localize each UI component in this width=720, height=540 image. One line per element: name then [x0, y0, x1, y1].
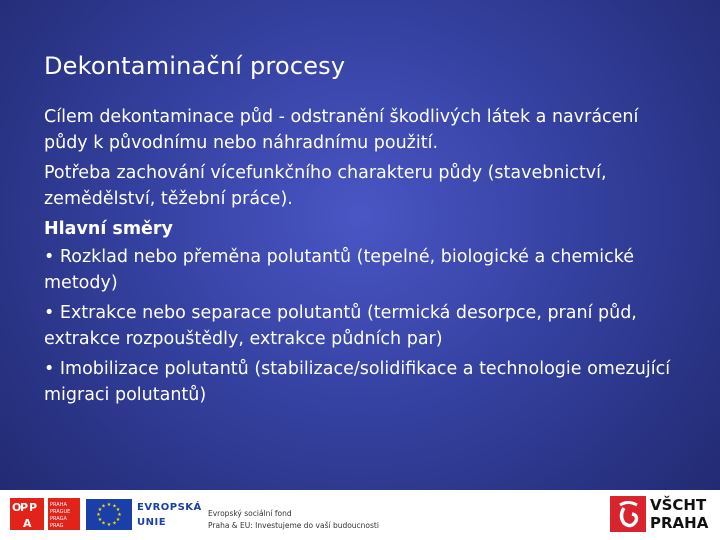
eu-flag-icon — [86, 499, 132, 530]
oppa-letter-o: O — [12, 501, 22, 514]
slide-title: Dekontaminační procesy — [44, 52, 346, 80]
vscht-logo-text — [650, 496, 708, 532]
bullet-immobilization: • Imobilizace polutantů (stabilizace/solidifikace a technologie omezující migraci polutantů) — [44, 359, 671, 405]
vscht-logo-line2: PRAHA — [650, 514, 709, 532]
oppa-text-praga: PRAGA — [50, 516, 67, 522]
bullet-decomposition: • Rozklad nebo přeměna polutantů (tepelné, biologické a chemické metody) — [44, 247, 635, 293]
oppa-logo-icon — [10, 498, 80, 530]
slide-body — [44, 104, 684, 412]
oppa-text-prag: PRAG — [50, 523, 64, 529]
eu-logo-line1: EVROPSKÁ — [137, 502, 202, 513]
svg-text:★: ★ — [106, 522, 112, 528]
esf-caption-line1: Evropský sociální fond — [208, 509, 292, 518]
svg-text:★: ★ — [106, 502, 112, 508]
svg-text:★: ★ — [115, 507, 121, 513]
svg-text:★: ★ — [97, 517, 103, 523]
esf-caption — [208, 508, 379, 532]
svg-text:★: ★ — [112, 520, 117, 527]
body-paragraph-need: Potřeba zachování vícefunkčního charakteru půdy (stavebnictví, zemědělství, těžební práce). — [44, 163, 607, 209]
svg-text:★: ★ — [117, 512, 122, 518]
svg-text:★: ★ — [97, 507, 103, 513]
vscht-logo-icon — [610, 496, 646, 532]
svg-text:★: ★ — [115, 517, 121, 523]
oppa-letter-a: A — [23, 517, 32, 530]
body-heading-main-directions: Hlavní směry — [44, 219, 173, 239]
esf-caption-line2: Praha & EU: Investujeme do vaší budoucnosti — [208, 521, 379, 530]
oppa-letter-p1: P — [20, 501, 29, 514]
bullet-extraction: • Extrakce nebo separace polutantů (termická desorpce, praní půd, extrakce rozpouštědly, extrakce půdních par) — [44, 303, 637, 349]
svg-text:★: ★ — [101, 520, 106, 527]
eu-logo-text — [137, 500, 202, 530]
oppa-text-prague: PRAGUE — [50, 509, 71, 515]
body-paragraph-goal: Cílem dekontaminace půd - odstranění škodlivých látek a navrácení půdy k původnímu nebo náhradnímu použití. — [44, 107, 639, 153]
oppa-letter-p2: P — [29, 501, 38, 514]
footer-logo-bar — [0, 490, 720, 540]
svg-text:★: ★ — [101, 503, 106, 510]
eu-logo-line2: UNIE — [137, 517, 167, 528]
vscht-logo-line1: VŠCHT — [650, 496, 707, 514]
oppa-text-praha: PRAHA — [50, 502, 67, 508]
svg-text:★: ★ — [96, 512, 101, 518]
svg-text:★: ★ — [112, 503, 117, 510]
